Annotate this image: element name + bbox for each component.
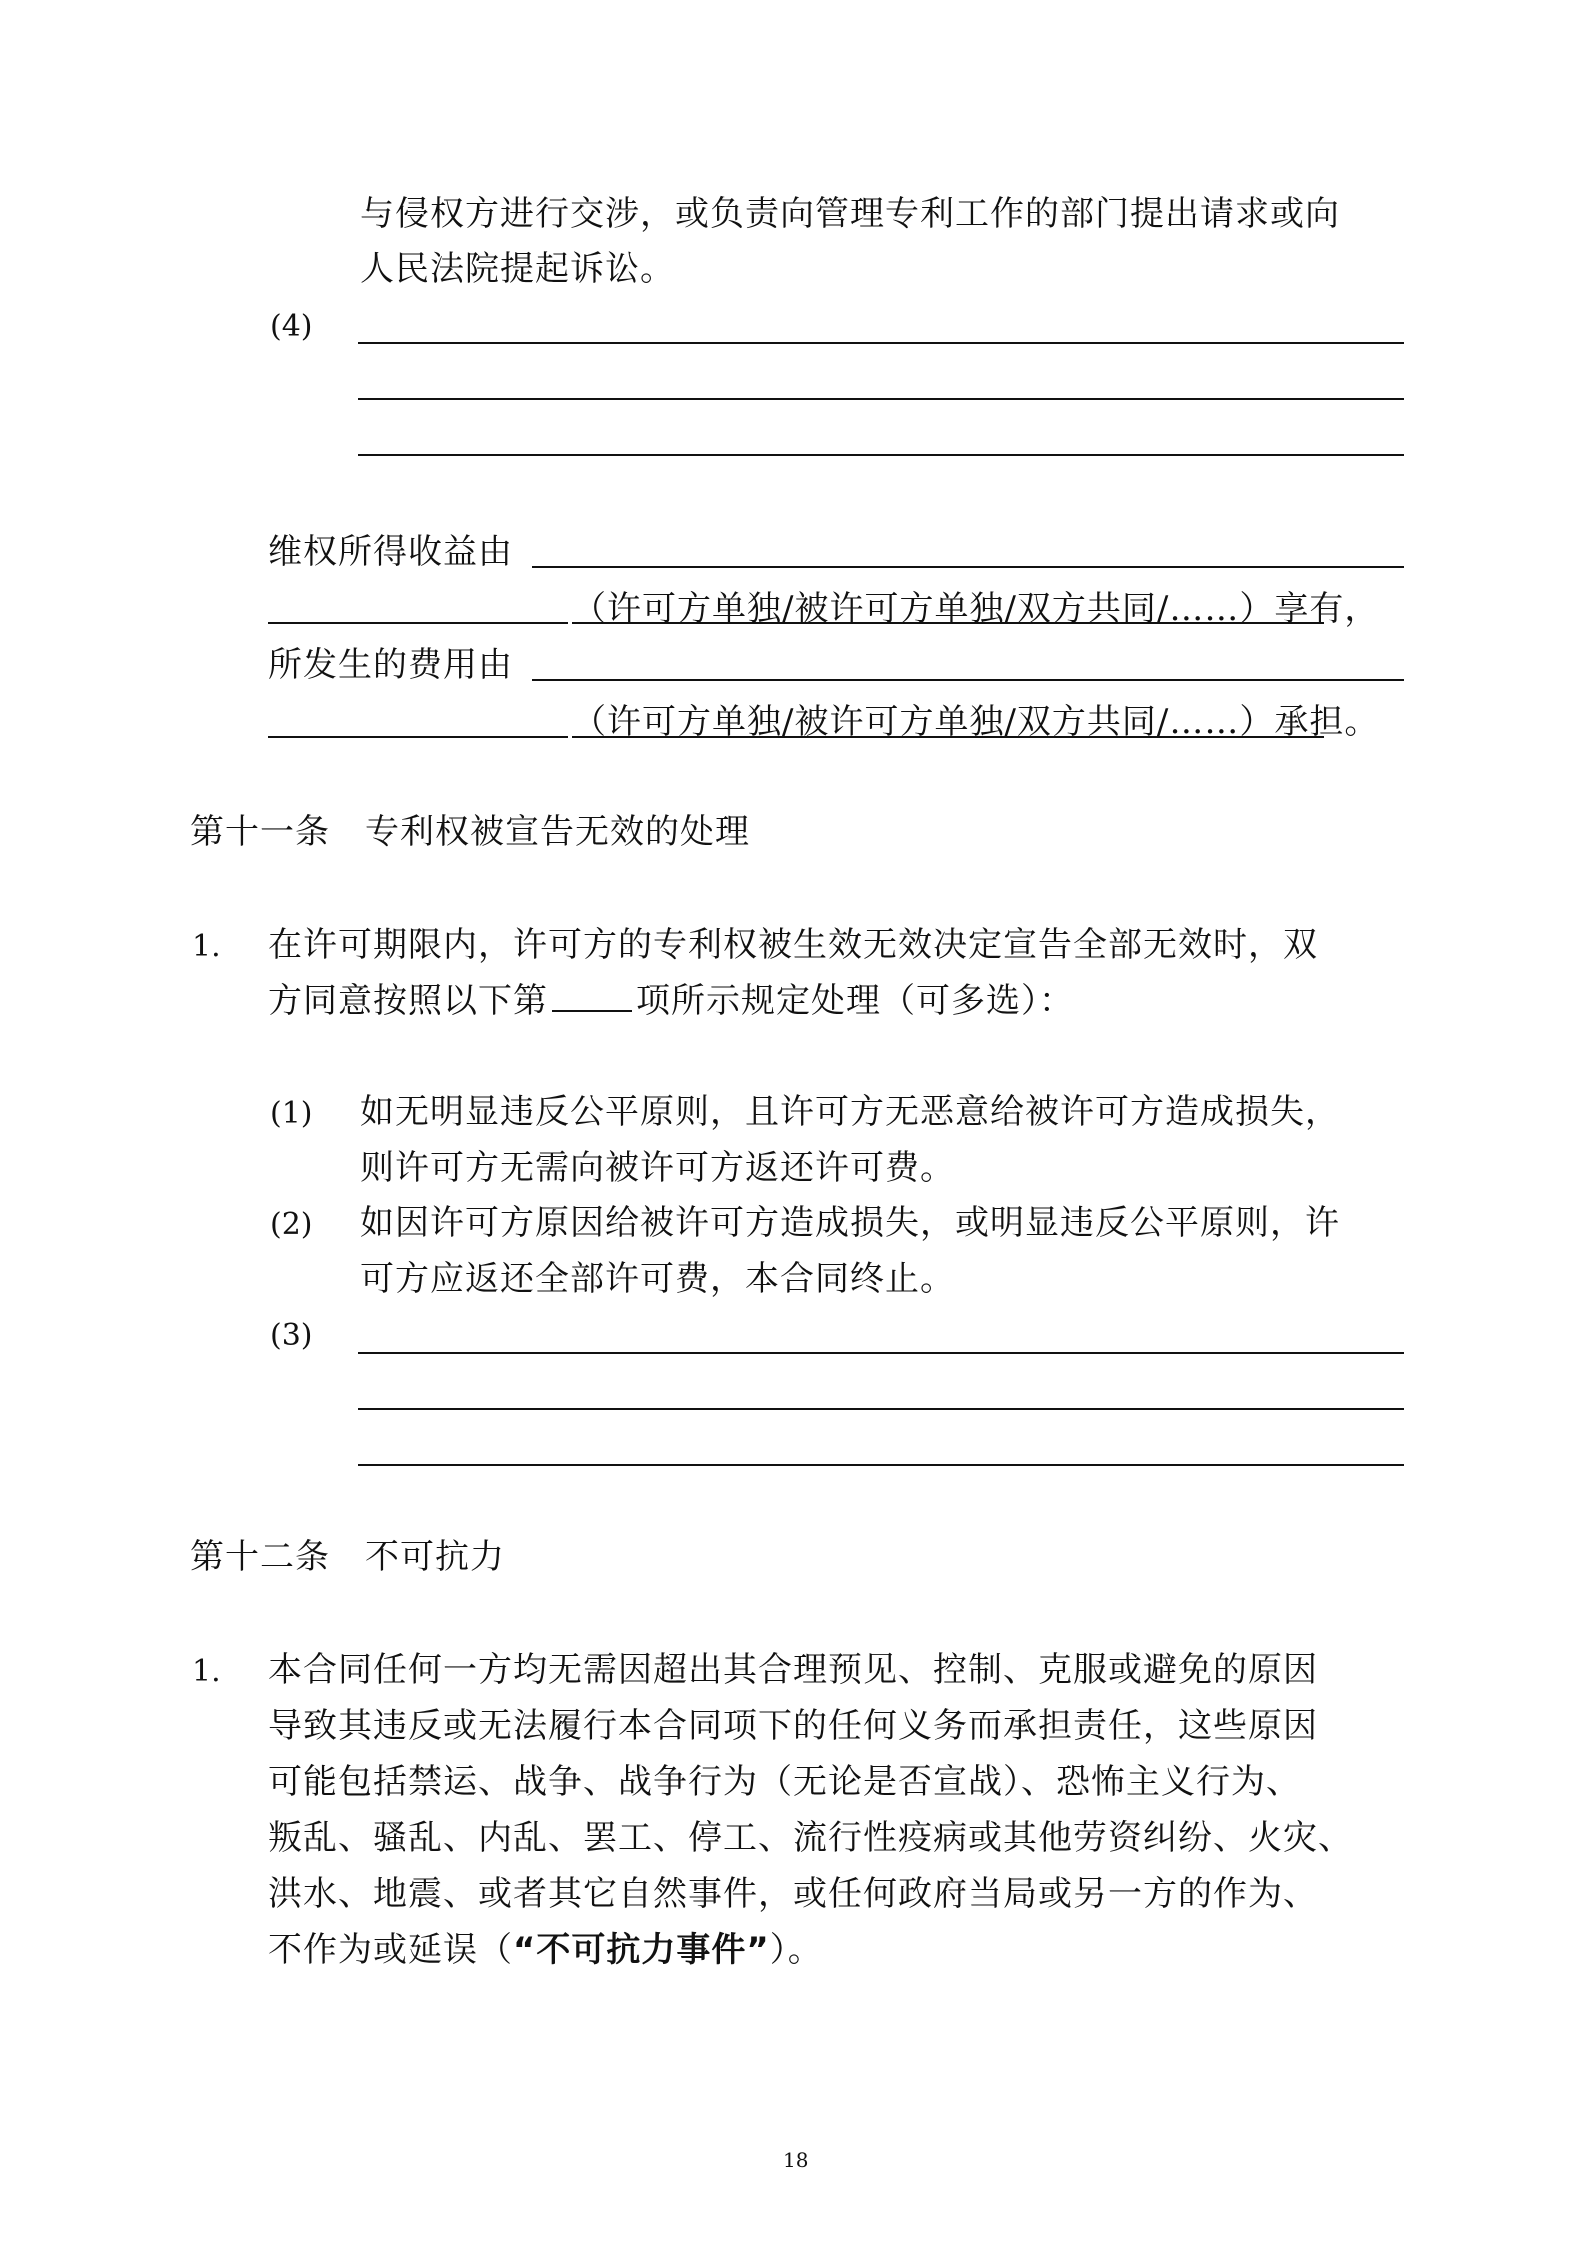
blank-line[interactable] — [532, 566, 1404, 568]
blank-line[interactable] — [358, 398, 1404, 400]
paragraph-line: 叛乱、骚乱、内乱、罢工、停工、流行性疫病或其他劳资纠纷、火灾、 — [268, 1818, 1353, 1858]
blank-line[interactable] — [358, 1352, 1404, 1354]
options-underline — [572, 622, 1324, 624]
blank-line[interactable] — [532, 679, 1404, 681]
paragraph-line: 在许可期限内，许可方的专利权被生效无效决定宣告全部无效时，双 — [268, 925, 1318, 965]
clause-number: 1. — [192, 929, 221, 964]
paragraph-line: 如因许可方原因给被许可方造成损失，或明显违反公平原则，许 — [360, 1203, 1340, 1243]
paragraph-line: 与侵权方进行交涉，或负责向管理专利工作的部门提出请求或向 — [360, 194, 1340, 234]
expense-label: 所发生的费用由 — [268, 645, 513, 685]
paragraph-line: 方同意按照以下第 项所示规定处理（可多选）： — [268, 981, 1074, 1021]
paragraph-line: 则许可方无需向被许可方返还许可费。 — [360, 1148, 955, 1188]
blank-line[interactable] — [268, 736, 568, 738]
income-label: 维权所得收益由 — [268, 532, 513, 572]
paragraph-line: 本合同任何一方均无需因超出其合理预见、控制、克服或避免的原因 — [268, 1650, 1318, 1690]
paragraph-line: 可方应返还全部许可费，本合同终止。 — [360, 1259, 955, 1299]
paragraph-line: 如无明显违反公平原则，且许可方无恶意给被许可方造成损失， — [360, 1092, 1340, 1132]
blank-line[interactable] — [358, 454, 1404, 456]
defined-term: “不可抗力事件” — [513, 1930, 770, 1970]
choice-blank[interactable] — [552, 980, 632, 1012]
blank-line[interactable] — [358, 1408, 1404, 1410]
options-underline — [572, 736, 1324, 738]
paragraph-line: 导致其违反或无法履行本合同项下的任何义务而承担责任，这些原因 — [268, 1706, 1318, 1746]
paragraph-line: 可能包括禁运、战争、战争行为（无论是否宣战）、恐怖主义行为、 — [268, 1762, 1301, 1802]
blank-line[interactable] — [358, 342, 1404, 344]
section-heading: 第十一条 专利权被宣告无效的处理 — [190, 812, 750, 852]
blank-line[interactable] — [358, 1464, 1404, 1466]
item-number: (3) — [270, 1318, 313, 1353]
section-heading: 第十二条 不可抗力 — [190, 1537, 505, 1577]
item-number: (2) — [270, 1207, 313, 1242]
paragraph-line: 人民法院提起诉讼。 — [360, 249, 675, 289]
blank-line[interactable] — [268, 622, 568, 624]
item-number: (1) — [270, 1096, 313, 1131]
clause-number: 1. — [192, 1654, 221, 1689]
share-options: （许可方单独/被许可方单独/双方共同/……）享有， — [572, 589, 1380, 629]
paragraph-line: 不作为或延误（“不可抗力事件”）。 — [268, 1930, 823, 1970]
item-number: (4) — [270, 309, 313, 344]
paragraph-line: 洪水、地震、或者其它自然事件，或任何政府当局或另一方的作为、 — [268, 1874, 1318, 1914]
bear-options: （许可方单独/被许可方单独/双方共同/……）承担。 — [572, 702, 1380, 742]
page-number: 18 — [783, 2148, 809, 2172]
